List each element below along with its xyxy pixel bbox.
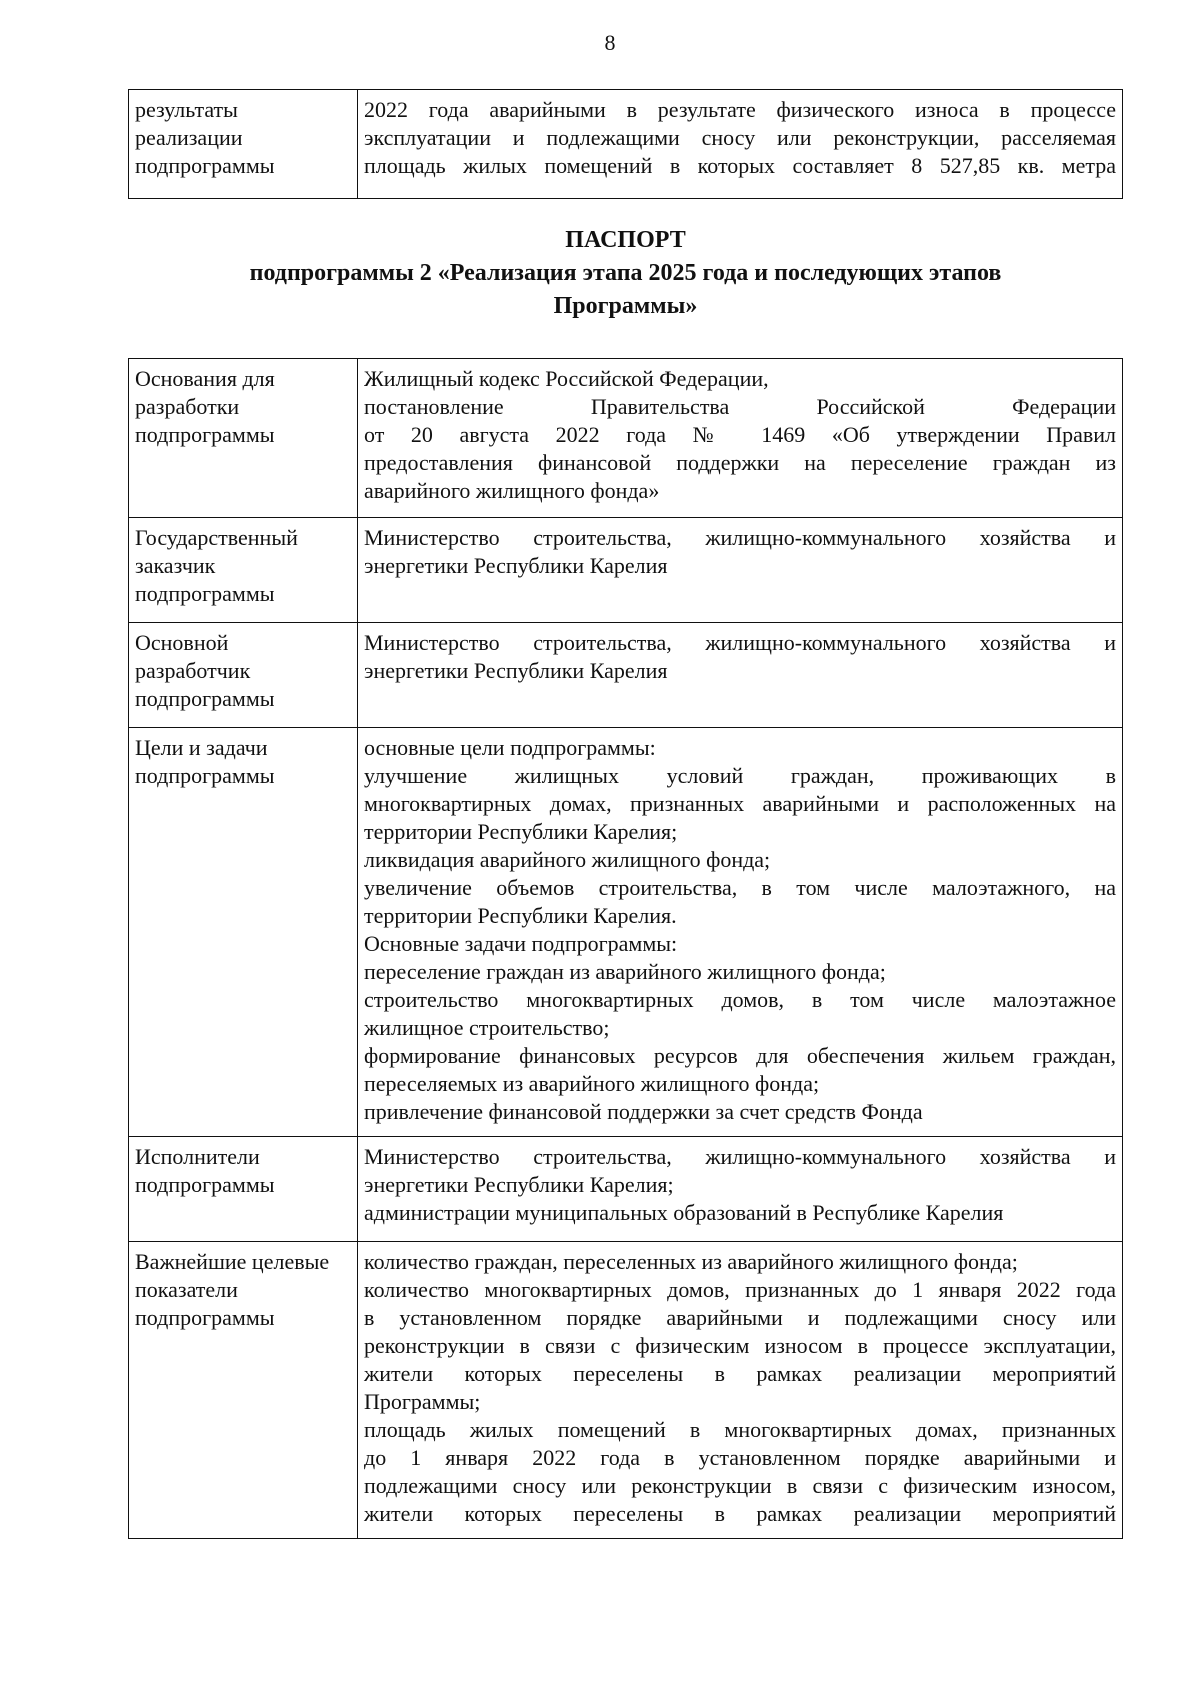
label-line: подпрограммы [135, 1172, 275, 1197]
table-row [129, 1137, 1123, 1242]
label-line: подпрограммы [135, 153, 275, 178]
value-line: Программы; [364, 1389, 481, 1414]
label-line: реализации [135, 125, 243, 150]
label-line: подпрограммы [135, 686, 275, 711]
value-line: Министерство строительства, жилищно-коммунального хозяйства и [364, 525, 1116, 550]
label-line: разработки [135, 394, 240, 419]
label-line: Основной [135, 630, 229, 655]
passport-heading [128, 224, 1123, 323]
row-value [358, 518, 1123, 623]
table-row [129, 359, 1123, 518]
label-line: подпрограммы [135, 1305, 275, 1330]
heading-subtitle-end: Программы» [553, 293, 698, 319]
table-row [129, 518, 1123, 623]
page-number: 8 [604, 30, 616, 55]
table-row [129, 728, 1123, 1137]
value-line: Жилищный кодекс Российской Федерации, [364, 366, 769, 391]
value-line: от 20 августа 2022 года № 1469 «Об утверждении Правил [364, 422, 1116, 447]
row-label [129, 623, 358, 728]
label-line: Исполнители [135, 1144, 260, 1169]
value-line: площадь жилых помещений в многоквартирных домах, признанных [364, 1417, 1116, 1442]
value-line: подлежащими сносу или реконструкции в связи с физическим износом, [364, 1473, 1116, 1498]
value-line: эксплуатации и подлежащими сносу или реконструкции, расселяемая [364, 125, 1116, 150]
value-line: энергетики Республики Карелия; [364, 1172, 674, 1197]
value-line: энергетики Республики Карелия [364, 553, 668, 578]
label-line: разработчик [135, 658, 251, 683]
value-line: количество граждан, переселенных из аварийного жилищного фонда; [364, 1249, 1018, 1274]
label-line: Важнейшие целевые [135, 1249, 330, 1274]
passport-table [128, 358, 1123, 1539]
label-line: подпрограммы [135, 422, 275, 447]
value-line: строительство многоквартирных домов, в том числе малоэтажное [364, 987, 1116, 1012]
value-line: территории Республики Карелия; [364, 819, 678, 844]
value-line: 2022 года аварийными в результате физического износа в процессе [364, 97, 1116, 122]
value-line: привлечение финансовой поддержки за счет средств Фонда [364, 1099, 923, 1124]
value-line: Министерство строительства, жилищно-коммунального хозяйства и [364, 1144, 1116, 1169]
row-label [129, 728, 358, 1137]
row-value [358, 623, 1123, 728]
row-value [358, 728, 1123, 1137]
value-line: количество многоквартирных домов, признанных до 1 января 2022 года [364, 1277, 1116, 1302]
value-line: жители которых переселены в рамках реализации мероприятий [364, 1501, 1116, 1526]
value-line: Основные задачи подпрограммы: [364, 931, 678, 956]
label-line: показатели [135, 1277, 238, 1302]
value-line: аварийного жилищного фонда» [364, 478, 660, 503]
row-value [358, 1242, 1123, 1539]
value-line: жилищное строительство; [364, 1015, 610, 1040]
row-value [358, 90, 1123, 199]
value-line: в установленном порядке аварийными и подлежащими сносу или [364, 1305, 1116, 1330]
row-label [129, 359, 358, 518]
table-row [129, 1242, 1123, 1539]
value-line: многоквартирных домах, признанных аварийными и расположенных на [364, 791, 1116, 816]
value-line: до 1 января 2022 года в установленном порядке аварийными и [364, 1445, 1116, 1470]
row-label [129, 90, 358, 199]
label-line: Государственный [135, 525, 298, 550]
row-value [358, 359, 1123, 518]
label-line: Цели и задачи [135, 735, 268, 760]
heading-subtitle: подпрограммы 2 «Реализация этапа 2025 года и последующих этапов [249, 260, 1002, 286]
continuation-table [128, 89, 1123, 199]
value-line: постановление Правительства Российской Федерации [364, 394, 1116, 419]
value-line: ликвидация аварийного жилищного фонда; [364, 847, 771, 872]
row-label [129, 1242, 358, 1539]
label-line: подпрограммы [135, 763, 275, 788]
label-line: подпрограммы [135, 581, 275, 606]
table-row [129, 90, 1123, 199]
row-value [358, 1137, 1123, 1242]
value-line: формирование финансовых ресурсов для обеспечения жильем граждан, [364, 1043, 1116, 1068]
value-line: предоставления финансовой поддержки на переселение граждан из [364, 450, 1116, 475]
heading-title: ПАСПОРТ [565, 227, 686, 253]
value-line: энергетики Республики Карелия [364, 658, 668, 683]
value-line: Министерство строительства, жилищно-коммунального хозяйства и [364, 630, 1116, 655]
row-label [129, 518, 358, 623]
value-line: переселение граждан из аварийного жилищного фонда; [364, 959, 886, 984]
label-line: результаты [135, 97, 238, 122]
value-line: площадь жилых помещений в которых составляет 8 527,85 кв. метра [364, 153, 1116, 178]
value-line: жители которых переселены в рамках реализации мероприятий [364, 1361, 1116, 1386]
value-line: реконструкции в связи с физическим износом в процессе эксплуатации, [364, 1333, 1116, 1358]
value-line: улучшение жилищных условий граждан, проживающих в [364, 763, 1116, 788]
table-row [129, 623, 1123, 728]
value-line: увеличение объемов строительства, в том числе малоэтажного, на [364, 875, 1116, 900]
value-line: переселяемых из аварийного жилищного фонда; [364, 1071, 820, 1096]
label-line: заказчик [135, 553, 216, 578]
row-label [129, 1137, 358, 1242]
label-line: Основания для [135, 366, 275, 391]
value-line: основные цели подпрограммы: [364, 735, 656, 760]
value-line: территории Республики Карелия. [364, 903, 677, 928]
value-line: администрации муниципальных образований в Республике Карелия [364, 1200, 1004, 1225]
